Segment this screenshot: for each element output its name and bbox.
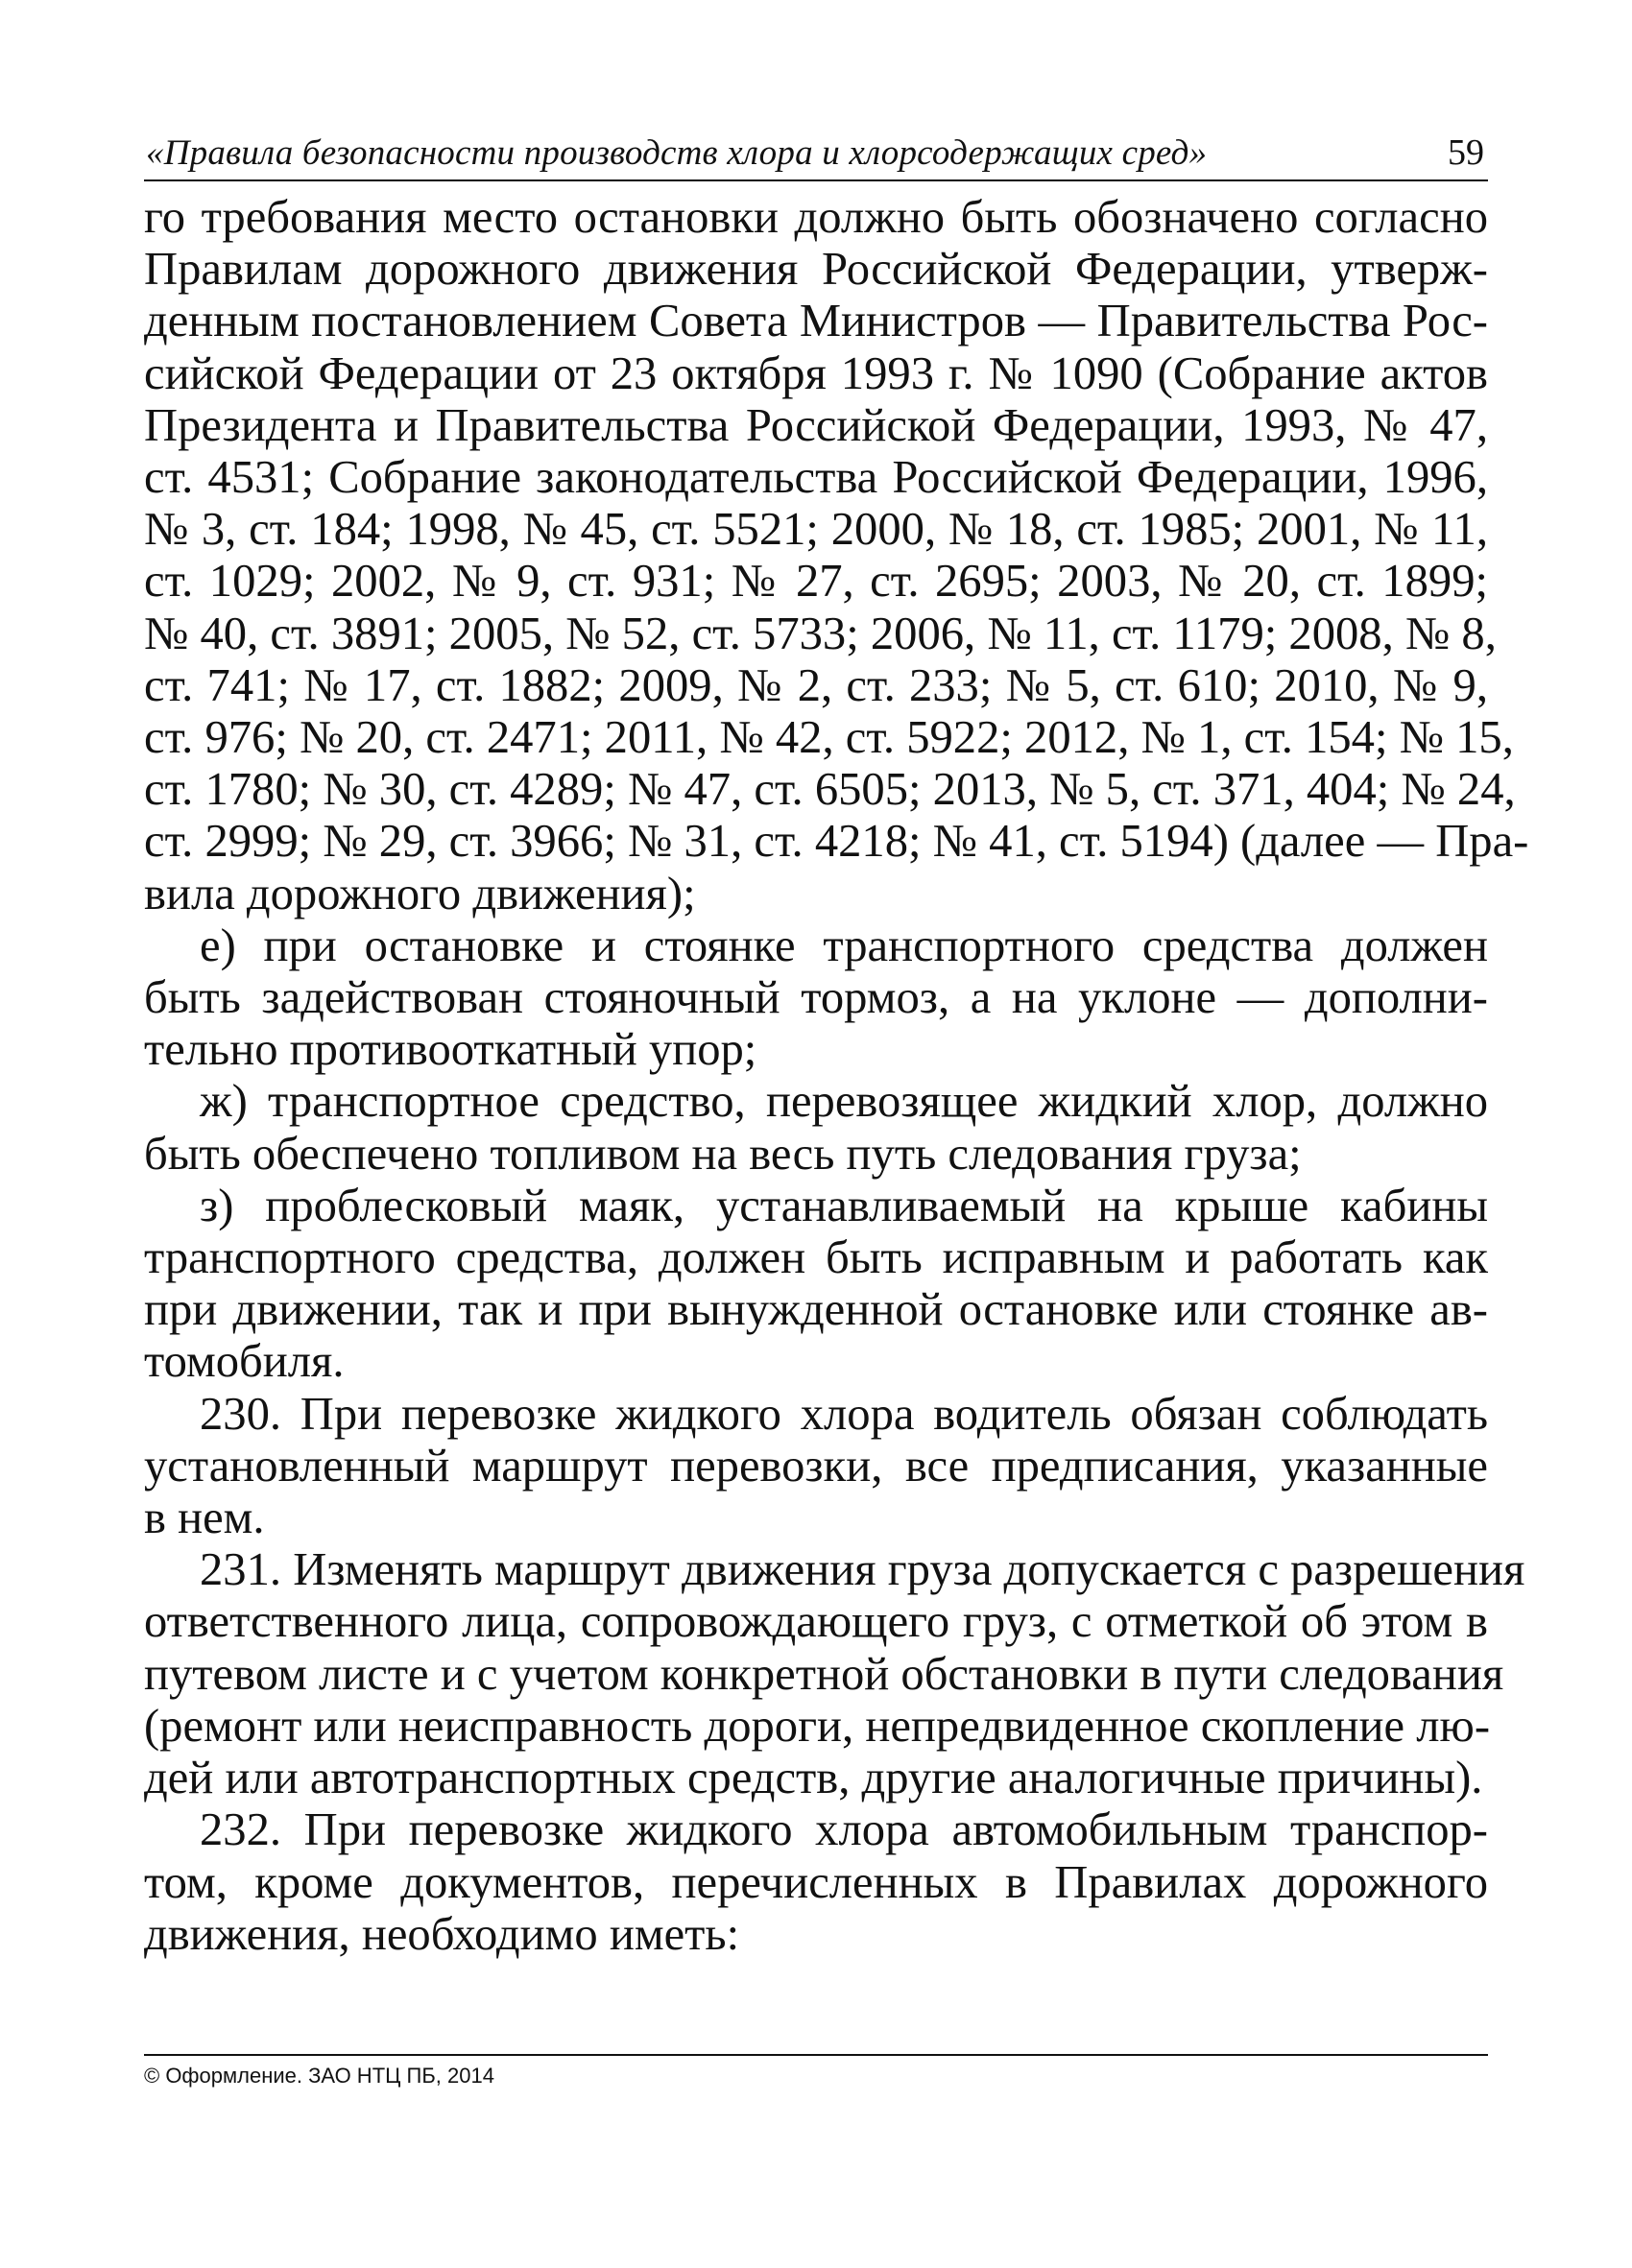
running-title: «Правила безопасности производств хлора и хлорсодержащих сред» bbox=[146, 133, 1208, 173]
text-line: ст. 4531; Собрание законодательства Российской Федерации, 1996, bbox=[144, 451, 1488, 504]
footer bbox=[144, 2054, 1488, 2089]
paragraph bbox=[144, 1803, 1488, 1960]
text-line: движения, необходимо иметь: bbox=[144, 1907, 740, 1960]
paragraph bbox=[144, 1388, 1488, 1544]
text-line: вила дорожного движения); bbox=[144, 867, 696, 919]
page-number: 59 bbox=[1448, 132, 1484, 173]
text-line: 232. При перевозке жидкого хлора автомобильным транспор- bbox=[200, 1803, 1488, 1856]
text-line: том, кроме документов, перечисленных в Правилах дорожного bbox=[144, 1855, 1488, 1908]
text-line: установленный маршрут перевозки, все предписания, указанные bbox=[144, 1439, 1488, 1492]
text-line: 230. При перевозке жидкого хлора водитель обязан соблюдать bbox=[200, 1387, 1488, 1440]
paragraph bbox=[144, 1075, 1488, 1179]
paragraph bbox=[144, 1180, 1488, 1388]
text-line: ст. 976; № 20, ст. 2471; 2011, № 42, ст. 5922; 2012, № 1, ст. 154; № 15, bbox=[144, 711, 1514, 764]
text-line: в нем. bbox=[144, 1492, 265, 1544]
paragraph bbox=[144, 919, 1488, 1076]
document-page bbox=[144, 130, 1529, 2145]
text-line: быть обеспечено топливом на весь путь следования груза; bbox=[144, 1127, 1302, 1180]
text-line: (ремонт или неисправность дороги, непредвиденное скопление лю- bbox=[144, 1699, 1491, 1752]
text-line: го требования место остановки должно быть обозначено согласно bbox=[144, 191, 1488, 243]
text-line: 231. Изменять маршрут движения груза допускается с разрешения bbox=[200, 1543, 1525, 1596]
copyright-notice: © Оформление. ЗАО НТЦ ПБ, 2014 bbox=[144, 2064, 494, 2088]
text-line: при движении, так и при вынужденной остановке или стоянке ав- bbox=[144, 1283, 1488, 1336]
text-line: ст. 2999; № 29, ст. 3966; № 31, ст. 4218; № 41, ст. 5194) (далее — Пра- bbox=[144, 815, 1529, 868]
text-line: тельно противооткатный упор; bbox=[144, 1023, 757, 1076]
running-header bbox=[144, 130, 1488, 181]
text-line: ст. 1780; № 30, ст. 4289; № 47, ст. 6505; 2013, № 5, ст. 371, 404; № 24, bbox=[144, 763, 1516, 816]
text-line: е) при остановке и стоянке транспортного средства должен bbox=[200, 919, 1488, 971]
text-line: з) проблесковый маяк, устанавливаемый на крыше кабины bbox=[200, 1179, 1488, 1231]
text-line: сийской Федерации от 23 октября 1993 г. № 1090 (Собрание актов bbox=[144, 346, 1488, 399]
text-line: ответственного лица, сопровождающего груз, с отметкой об этом в bbox=[144, 1595, 1488, 1648]
text-line: № 3, ст. 184; 1998, № 45, ст. 5521; 2000, № 18, ст. 1985; 2001, № 11, bbox=[144, 503, 1488, 556]
text-line: томобиля. bbox=[144, 1335, 345, 1388]
text-line: ж) транспортное средство, перевозящее жидкий хлор, должно bbox=[200, 1075, 1488, 1128]
text-line: быть задействован стояночный тормоз, а на уклоне — дополни- bbox=[144, 971, 1488, 1024]
text-line: транспортного средства, должен быть исправным и работать как bbox=[144, 1231, 1488, 1284]
paragraph bbox=[144, 191, 1529, 919]
text-line: Правилам дорожного движения Российской Федерации, утверж- bbox=[144, 243, 1488, 296]
text-line: путевом листе и с учетом конкретной обстановки в пути следования bbox=[144, 1647, 1504, 1700]
text-line: ст. 741; № 17, ст. 1882; 2009, № 2, ст. 233; № 5, ст. 610; 2010, № 9, bbox=[144, 658, 1488, 711]
text-line: № 40, ст. 3891; 2005, № 52, ст. 5733; 2006, № 11, ст. 1179; 2008, № 8, bbox=[144, 607, 1497, 659]
paragraph bbox=[144, 1543, 1525, 1804]
text-line: Президента и Правительства Российской Федерации, 1993, № 47, bbox=[144, 398, 1488, 451]
text-line: ст. 1029; 2002, № 9, ст. 931; № 27, ст. 2695; 2003, № 20, ст. 1899; bbox=[144, 555, 1488, 608]
text-line: дей или автотранспортных средств, другие аналогичные причины). bbox=[144, 1752, 1483, 1804]
text-line: денным постановлением Совета Министров — Правительства Рос- bbox=[144, 295, 1488, 347]
body-text bbox=[144, 191, 1529, 1960]
